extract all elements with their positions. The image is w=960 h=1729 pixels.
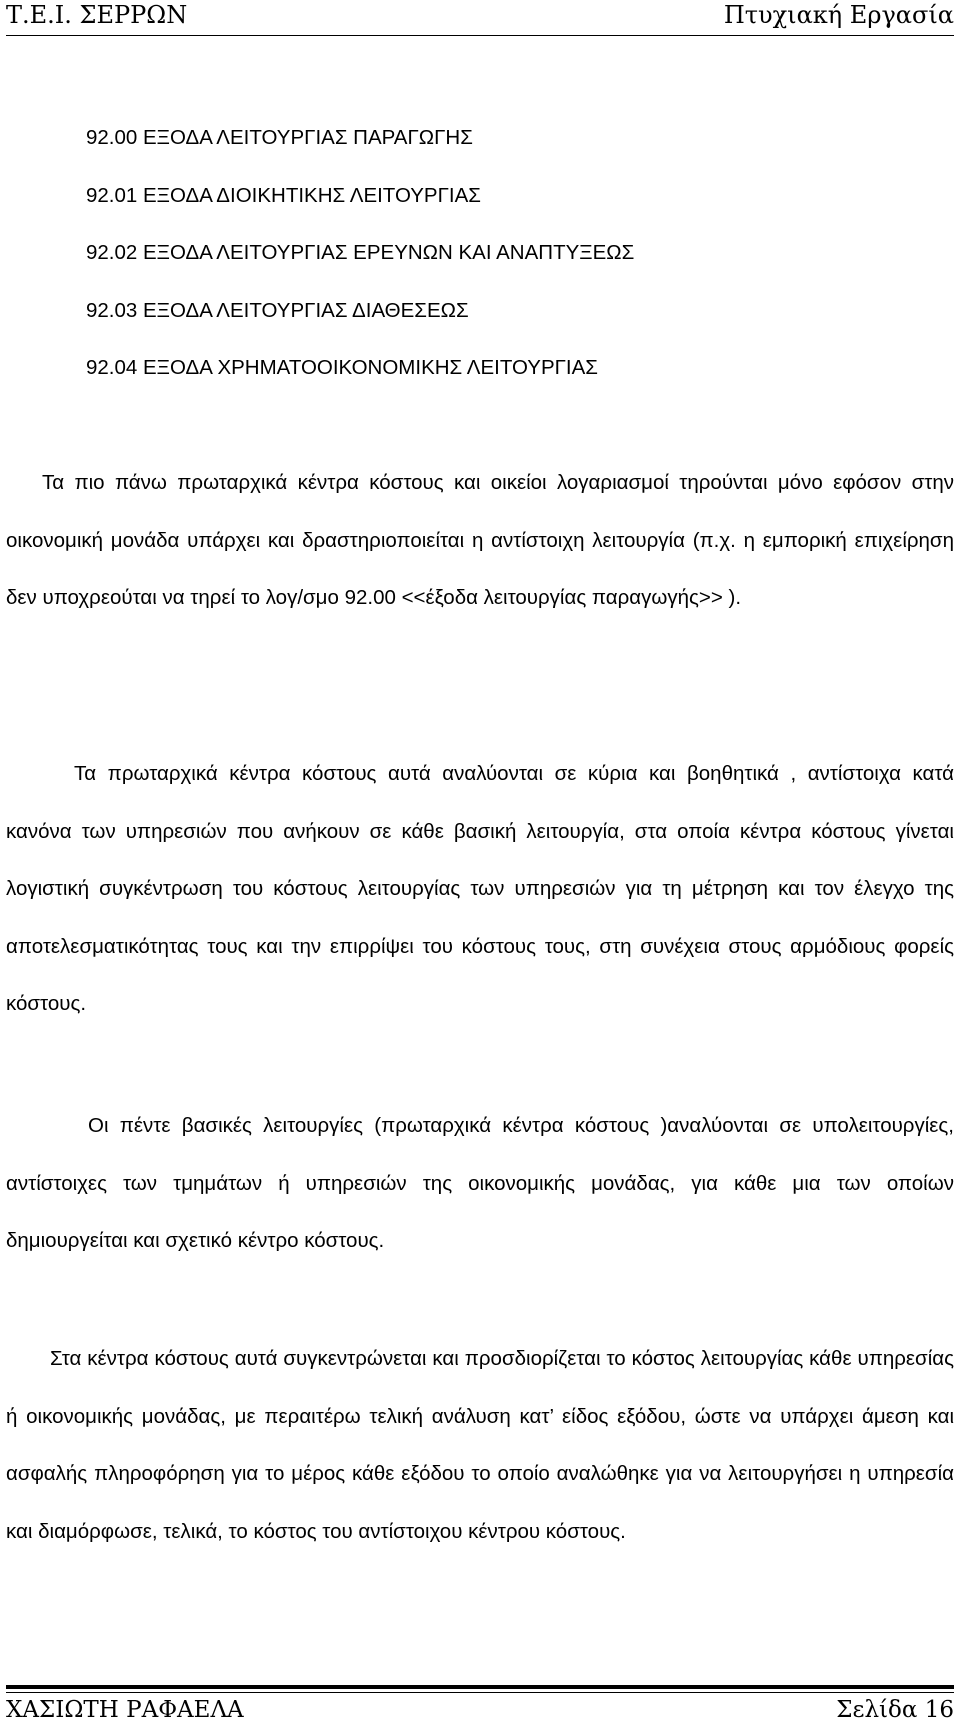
- account-code-item: 92.04 ΕΞΟΔΑ ΧΡΗΜΑΤΟΟΙΚΟΝΟΜΙΚΗΣ ΛΕΙΤΟΥΡΓΙΑΣ: [86, 356, 598, 379]
- header-institution: Τ.Ε.Ι. ΣΕΡΡΩΝ: [6, 1, 188, 29]
- body-paragraph: Τα πρωταρχικά κέντρα κόστους αυτά αναλύονται σε κύρια και βοηθητικά , αντίστοιχα κατά κανόνα των υπηρεσιών που ανήκουν σε κάθε βασική λειτουργία, στα οποία κέντρα κόστους γίνεται λογιστική συγκέντρωση του κόστους λειτουργίας των υπηρεσιών για τη μέτρηση και τον έλεγχο της αποτελεσματικότητας τους και την επιρρίψει του κόστους τους, στη συνέχεια στους αρμόδιους φορείς κόστους.: [6, 762, 954, 1015]
- page-footer: [6, 1695, 954, 1727]
- account-code-item: 92.01 ΕΞΟΔΑ ΔΙΟΙΚΗΤΙΚΗΣ ΛΕΙΤΟΥΡΓΙΑΣ: [86, 183, 481, 207]
- footer-divider-thin: [6, 1692, 954, 1693]
- body-paragraph: Στα κέντρα κόστους αυτά συγκεντρώνεται και προσδιορίζεται το κόστος λειτουργίας κάθε υπηρεσίας ή οικονομικής μονάδας, με περαιτέρω τελική ανάλυση κατ’ είδος εξόδου, ώστε να υπάρχει άμεση και ασφαλής πληροφόρηση για το μέρος κάθε εξόδου το οποίο αναλώθηκε για να λειτουργήσει η υπηρεσία και διαμόρφωσε, τελικά, το κόστος του αντίστοιχου κέντρου κόστους.: [6, 1347, 954, 1543]
- body-paragraph: Τα πιο πάνω πρωταρχικά κέντρα κόστους και οικείοι λογαριασμοί τηρούνται μόνο εφόσον στην οικονομική μονάδα υπάρχει και δραστηριοποιείται η αντίστοιχη λειτουργία (π.χ. η εμπορική επιχείρηση δεν υποχρεούται να τηρεί το λογ/σμο 92.00 <<έξοδα λειτουργίας παραγωγής>> ).: [6, 471, 954, 609]
- header-document-type: Πτυχιακή Εργασία: [723, 1, 954, 29]
- page-number: Σελίδα 16: [836, 1697, 954, 1723]
- account-code-item: 92.02 ΕΞΟΔΑ ΛΕΙΤΟΥΡΓΙΑΣ ΕΡΕΥΝΩΝ ΚΑΙ ΑΝΑΠΤΥΞΕΩΣ: [86, 241, 635, 264]
- page-header: [6, 0, 954, 34]
- footer-author: ΧΑΣΙΩΤΗ ΡΑΦΑΕΛΑ: [6, 1697, 244, 1723]
- body-paragraph: Οι πέντε βασικές λειτουργίες (πρωταρχικά κέντρα κόστους )αναλύονται σε υπολειτουργίες, αντίστοιχες των τμημάτων ή υπηρεσιών της οικονομικής μονάδας, για κάθε μια των οποίων δημιουργείται και σχετικό κέντρο κόστους.: [6, 1114, 954, 1252]
- account-code-item: 92.00 ΕΞΟΔΑ ΛΕΙΤΟΥΡΓΙΑΣ ΠΑΡΑΓΩΓΗΣ: [86, 126, 473, 149]
- header-divider: [6, 35, 954, 36]
- footer-divider-thick: [6, 1685, 954, 1689]
- account-code-item: 92.03 ΕΞΟΔΑ ΛΕΙΤΟΥΡΓΙΑΣ ΔΙΑΘΕΣΕΩΣ: [86, 298, 469, 322]
- account-code-list: [86, 121, 634, 409]
